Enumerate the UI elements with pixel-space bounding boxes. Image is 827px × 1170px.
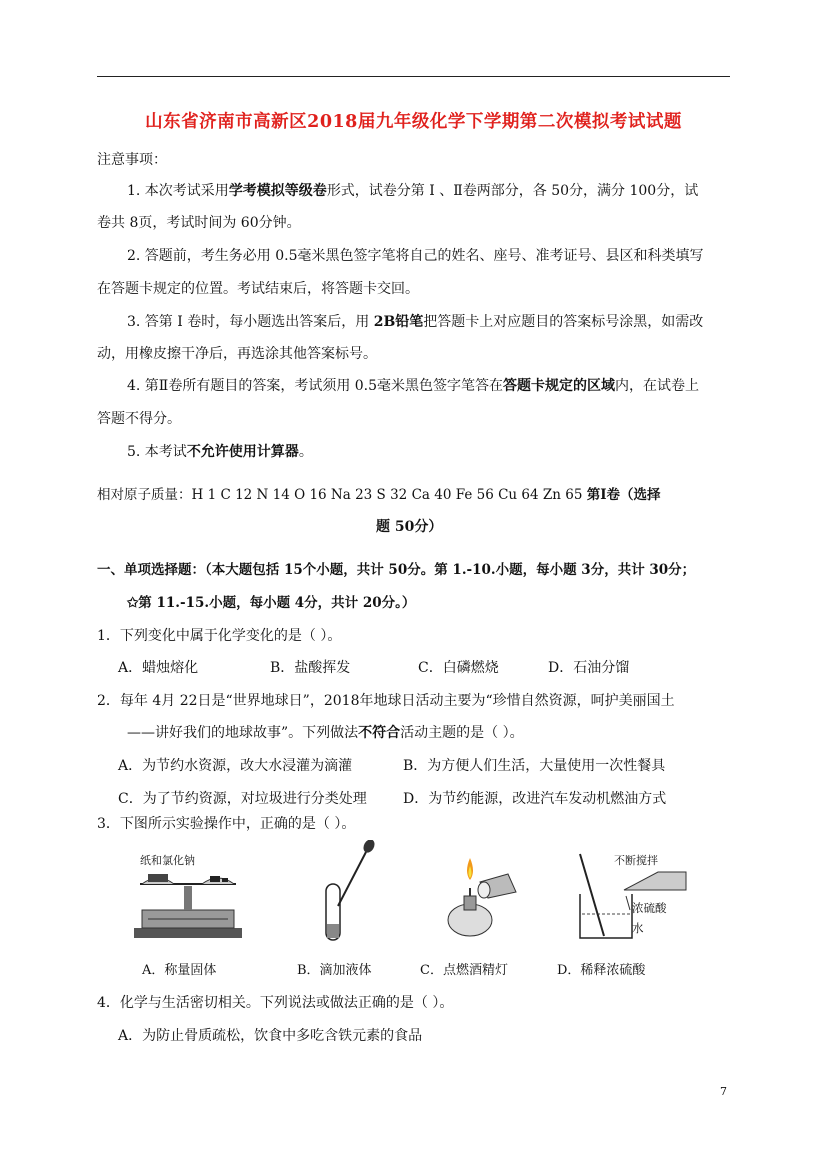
note-4-line-1: 4. 第Ⅱ卷所有题目的答案，考试须用 0.5毫米黑色签字笔答在答题卡规定的区域内，在试卷上 [127, 378, 700, 394]
note-2-line-2: 在答题卡规定的位置。考试结束后，将答题卡交回。 [97, 281, 419, 297]
figure-alcohol-lamp [440, 848, 520, 940]
note-2-line-1: 2. 答题前，考生务必用 0.5毫米黑色签字笔将自己的姓名、座号、准考证号、县区和科类填写 [127, 248, 704, 264]
q1-option-d: D．石油分馏 [548, 660, 630, 676]
q2-option-c: C．为了节约资源，对垃圾进行分类处理 [118, 791, 367, 807]
q4-stem: 4．化学与生活密切相关。下列说法或做法正确的是（ ）。 [97, 995, 454, 1011]
notice-heading: 注意事项： [97, 152, 167, 168]
q2-stem-line-2: ——讲好我们的地球故事”。下列做法不符合活动主题的是（ ）。 [127, 725, 524, 741]
q2-option-a: A．为节约水资源，改大水浸灌为滴灌 [118, 758, 353, 774]
q4-option-a: A．为防止骨质疏松，饮食中多吃含铁元素的食品 [118, 1028, 423, 1044]
acid-label: 浓硫酸 [632, 901, 667, 915]
q2-option-b: B．为方便人们生活，大量使用一次性餐具 [403, 758, 666, 774]
stir-label: 不断搅拌 [614, 854, 658, 867]
q2-stem-line-1: 2．每年 4月 22日是“世界地球日”，2018年地球日活动主要为“珍惜自然资源，呵护美丽国土 [97, 693, 675, 709]
note-5: 5. 本考试不允许使用计算器。 [127, 444, 313, 460]
part-one-title-cont: 题 50分） [376, 519, 443, 535]
q3-stem: 3．下图所示实验操作中，正确的是（ ）。 [97, 816, 356, 832]
balance-label: 纸和氯化钠 [140, 854, 195, 867]
section-1-heading: 一、单项选择题：（本大题包括 15个小题，共计 50分。第 1.-10.小题，每小题 3分，共计 30分； [97, 562, 696, 578]
q3-option-a: A．称量固体 [142, 963, 217, 978]
page-number: 7 [720, 1085, 727, 1098]
q1-option-a: A．蜡烛熔化 [118, 660, 199, 676]
figure-dropper [318, 840, 378, 945]
q3-option-d: D．稀释浓硫酸 [557, 963, 646, 978]
atomic-masses: 相对原子质量：H 1 C 12 N 14 O 16 Na 23 S 32 Ca 40 Fe 56 Cu 64 Zn 65 第Ⅰ卷（选择 [97, 487, 661, 503]
page-title: 山东省济南市高新区2018届九年级化学下学期第二次模拟考试试题 [145, 112, 682, 132]
q2-option-d: D．为节约能源，改进汽车发动机燃油方式 [403, 791, 667, 807]
q1-option-b: B．盐酸挥发 [270, 660, 351, 676]
section-1-heading-cont: ✩第 11.-15.小题，每小题 4分，共计 20分。） [127, 595, 416, 611]
note-1-line-1: 1. 本次考试采用学考模拟等级卷形式，试卷分第 Ⅰ 、Ⅱ卷两部分，各 50分，满分 100分，试 [127, 183, 699, 199]
note-3-line-1: 3. 答第 Ⅰ 卷时，每小题选出答案后，用 2B铅笔把答题卡上对应题目的答案标号涂黑，如需改 [127, 314, 704, 330]
q1-option-c: C．白磷燃烧 [418, 660, 499, 676]
note-3-line-2: 动，用橡皮擦干净后，再选涂其他答案标号。 [97, 346, 377, 362]
water-label: 水 [632, 921, 644, 935]
note-1-line-2: 卷共 8页，考试时间为 60分钟。 [97, 215, 301, 231]
q3-option-c: C．点燃酒精灯 [420, 963, 508, 978]
q3-option-b: B．滴加液体 [297, 963, 372, 978]
header-rule [97, 76, 730, 77]
note-4-line-2: 答题不得分。 [97, 411, 181, 427]
q1-stem: 1．下列变化中属于化学变化的是（ ）。 [97, 628, 342, 644]
